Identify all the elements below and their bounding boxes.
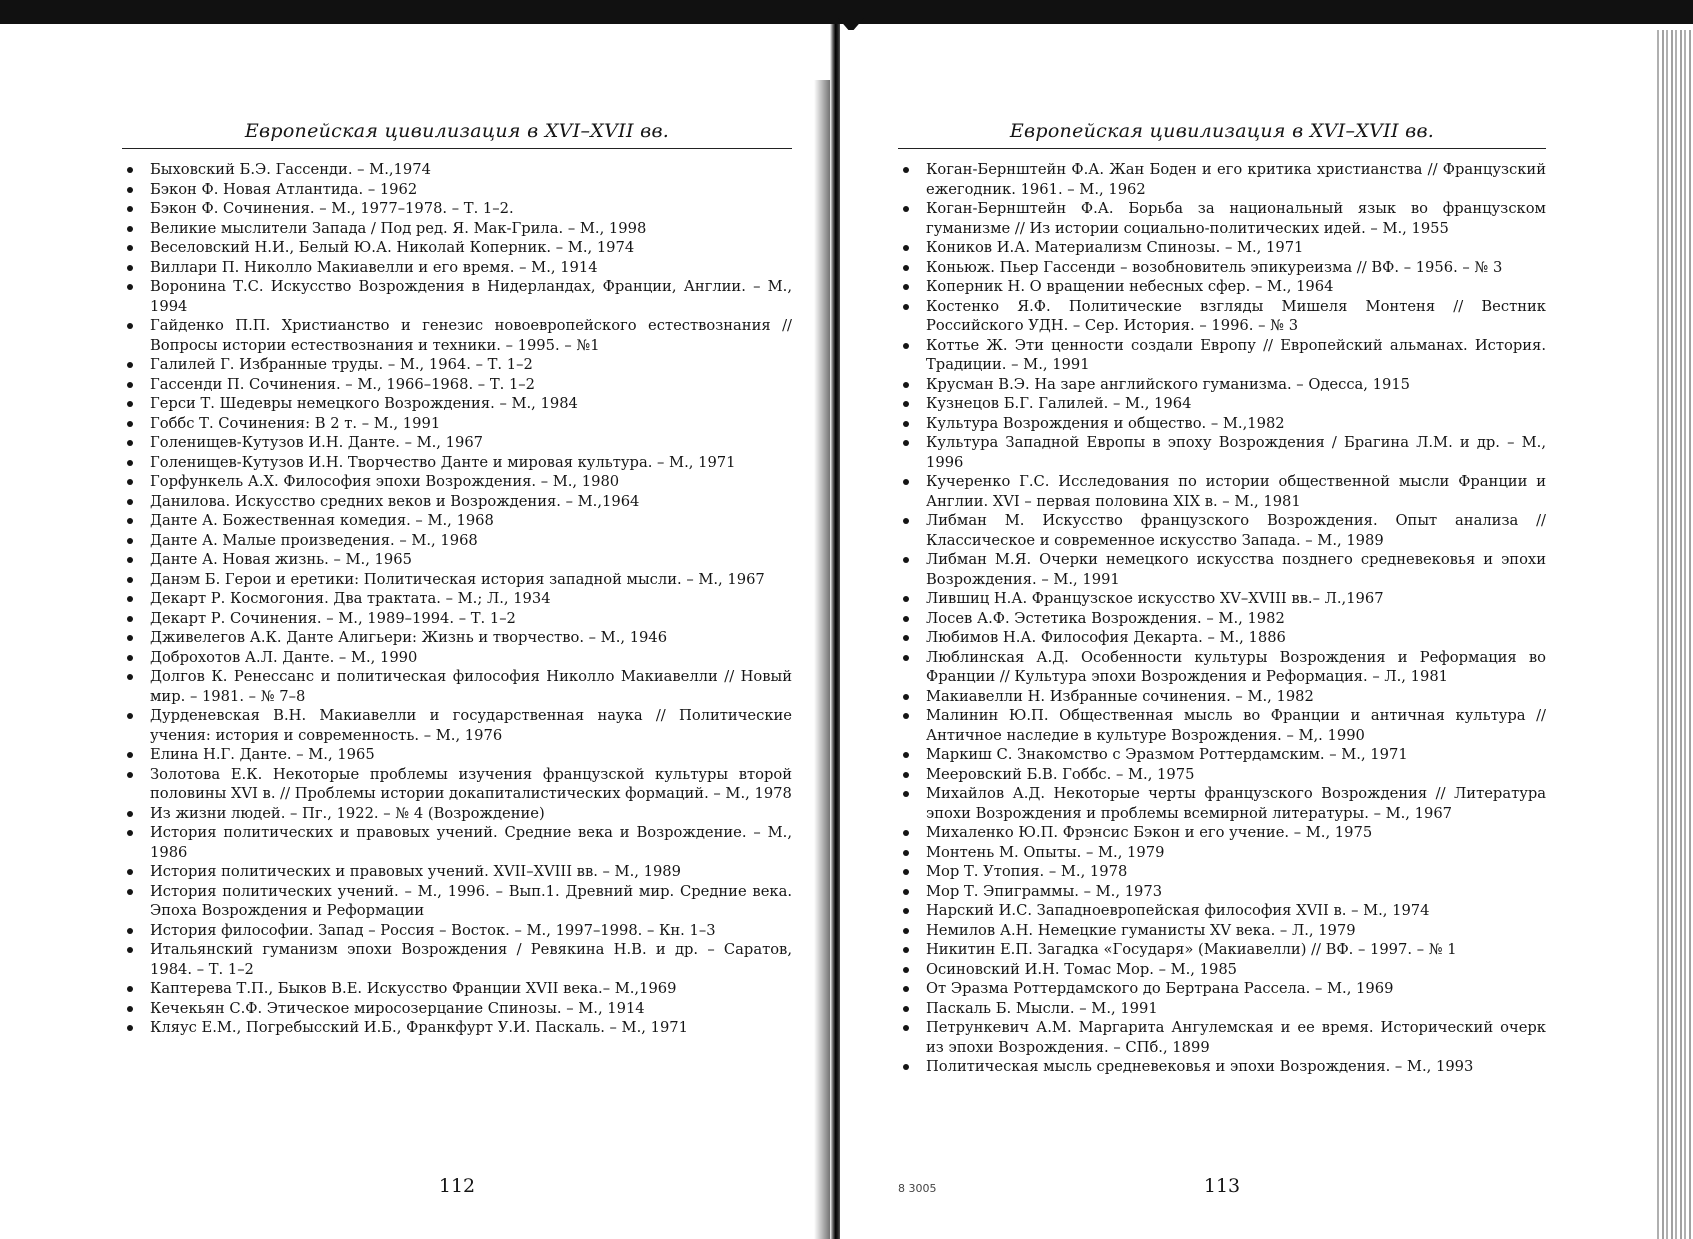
bullet-icon	[903, 421, 909, 427]
bibliography-entry	[898, 843, 1546, 863]
bibliography-entry	[898, 1018, 1546, 1057]
entry-text: Данэм Б. Герои и еретики: Политическая история западной мысли. – М., 1967	[150, 570, 765, 588]
entry-text: Маркиш С. Знакомство с Эразмом Роттердамским. – М., 1971	[926, 746, 1408, 763]
bullet-icon	[903, 557, 909, 563]
entry-text: Коников И.А. Материализм Спинозы. – М., 1971	[926, 239, 1304, 256]
bullet-icon	[903, 616, 909, 622]
entry-text: Голенищев-Кутузов И.Н. Творчество Данте и мировая культура. – М., 1971	[150, 453, 736, 471]
bullet-icon	[903, 596, 909, 602]
bullet-icon	[127, 226, 133, 232]
bullet-icon	[903, 889, 909, 895]
bibliography-entry	[898, 258, 1546, 278]
bibliography-entry	[122, 219, 792, 239]
entry-text: Петрункевич А.М. Маргарита Ангулемская и ее время. Исторический очерк из эпохи Возрождения. – СПб., 1899	[926, 1019, 1546, 1056]
bibliography-entry	[898, 648, 1546, 687]
bullet-icon	[127, 499, 133, 505]
bibliography-entry	[122, 706, 792, 745]
bullet-icon	[127, 577, 133, 583]
bibliography-entry	[898, 745, 1546, 765]
entry-text: Данте А. Божественная комедия. – М., 1968	[150, 512, 494, 529]
entry-text: Гассенди П. Сочинения. – М., 1966–1968. – Т. 1–2	[150, 375, 535, 393]
bullet-icon	[903, 694, 909, 700]
entry-text: Костенко Я.Ф. Политические взгляды Мишеля Монтеня // Вестник Российского УДН. – Сер. История. – 1996. – № 3	[926, 297, 1546, 334]
entry-text: История политических и правовых учений. XVII–XVIII вв. – М., 1989	[150, 863, 681, 880]
bibliography-entry	[122, 823, 792, 862]
bullet-icon	[903, 772, 909, 778]
bullet-icon	[903, 1064, 909, 1070]
entry-text: Декарт Р. Космогония. Два трактата. – М.; Л., 1934	[150, 590, 551, 607]
bullet-icon	[903, 284, 909, 290]
entry-text: Люблинская А.Д. Особенности культуры Возрождения и Реформация во Франции // Культура эпохи Возрождения и Реформация. – Л., 1981	[926, 648, 1546, 685]
entry-text: От Эразма Роттердамского до Бертрана Рассела. – М., 1969	[926, 980, 1394, 997]
entry-text: Кучеренко Г.С. Исследования по истории общественной мысли Франции и Англии. XVI – первая половина XIX в. – М., 1981	[926, 473, 1546, 510]
bullet-icon	[127, 206, 133, 212]
entry-text: История политических учений. – М., 1996. – Вып.1. Древний мир. Средние века. Эпоха Возрождения и Реформации	[150, 882, 792, 919]
entry-text: Коган-Бернштейн Ф.А. Жан Боден и его критика христианства // Французский ежегодник. 1961. – М., 1962	[926, 161, 1546, 198]
bibliography-entry	[898, 999, 1546, 1019]
bullet-icon	[903, 635, 909, 641]
entry-text: Каптерева Т.П., Быков В.Е. Искусство Франции XVII века.– М.,1969	[150, 980, 677, 997]
bullet-icon	[903, 908, 909, 914]
entry-text: Виллари П. Николло Макиавелли и его время. – М., 1914	[150, 258, 598, 276]
bullet-icon	[903, 850, 909, 856]
entry-text: Итальянский гуманизм эпохи Возрождения / Ревякина Н.В. и др. – Саратов, 1984. – Т. 1–2	[150, 941, 792, 978]
bibliography-entry	[122, 979, 792, 999]
book-gutter-shadow	[814, 80, 830, 1239]
bibliography-entry	[898, 394, 1546, 414]
right-page	[898, 0, 1546, 1239]
bullet-icon	[127, 479, 133, 485]
bullet-icon	[903, 752, 909, 758]
entry-text: Данилова. Искусство средних веков и Возрождения. – М.,1964	[150, 492, 640, 510]
bibliography-entry	[898, 511, 1546, 550]
bibliography-entry	[122, 355, 792, 375]
bibliography-entry	[122, 921, 792, 941]
page-edge-stack	[1655, 30, 1693, 1239]
bullet-icon	[127, 713, 133, 719]
bullet-icon	[127, 616, 133, 622]
entry-text: Доброхотов А.Л. Данте. – М., 1990	[150, 648, 418, 666]
entry-text: Коперник Н. О вращении небесных сфер. – М., 1964	[926, 278, 1334, 295]
bibliography-entry	[122, 414, 792, 434]
bibliography-entry	[898, 901, 1546, 921]
bullet-icon	[127, 674, 133, 680]
bibliography-entry	[122, 804, 792, 824]
bullet-icon	[903, 967, 909, 973]
bullet-icon	[127, 421, 133, 427]
bullet-icon	[127, 986, 133, 992]
bibliography-entry	[122, 258, 792, 278]
entry-text: Коньюж. Пьер Гассенди – возобновитель эпикуреизма // ВФ. – 1956. – № 3	[926, 258, 1503, 276]
entry-text: Культура Возрождения и общество. – М.,1982	[926, 414, 1285, 432]
bullet-icon	[903, 401, 909, 407]
entry-text: Горфункель А.Х. Философия эпохи Возрождения. – М., 1980	[150, 473, 620, 490]
bullet-icon	[127, 635, 133, 641]
bullet-icon	[903, 986, 909, 992]
bibliography-entry	[898, 921, 1546, 941]
bullet-icon	[127, 284, 133, 290]
bullet-icon	[903, 869, 909, 875]
entry-text: Макиавелли Н. Избранные сочинения. – М., 1982	[926, 687, 1314, 705]
bibliography-entry	[122, 648, 792, 668]
entry-text: Галилей Г. Избранные труды. – М., 1964. – Т. 1–2	[150, 356, 533, 373]
entry-text: Крусман В.Э. На заре английского гуманизма. – Одесса, 1915	[926, 375, 1411, 393]
entry-text: Голенищев-Кутузов И.Н. Данте. – М., 1967	[150, 434, 484, 451]
entry-text: Декарт Р. Сочинения. – М., 1989–1994. – Т. 1–2	[150, 609, 516, 627]
printer-imprint: 8 3005	[898, 1182, 937, 1195]
bibliography-entry	[898, 706, 1546, 745]
entry-text: Долгов К. Ренессанс и политическая философия Николло Макиавелли // Новый мир. – 1981. – № 7–8	[150, 668, 792, 705]
entry-text: Никитин Е.П. Загадка «Государя» (Макиавелли) // ВФ. – 1997. – № 1	[926, 941, 1457, 958]
bibliography-entry	[122, 277, 792, 316]
entry-text: Веселовский Н.И., Белый Ю.А. Николай Коперник. – М., 1974	[150, 239, 635, 256]
entry-text: Бэкон Ф. Новая Атлантида. – 1962	[150, 180, 418, 198]
bullet-icon	[127, 265, 133, 271]
bullet-icon	[127, 440, 133, 446]
bibliography-entry	[122, 180, 792, 200]
bullet-icon	[127, 557, 133, 563]
bullet-icon	[127, 1006, 133, 1012]
entry-text: Гоббс Т. Сочинения: В 2 т. – М., 1991	[150, 414, 441, 432]
bullet-icon	[127, 362, 133, 368]
bullet-icon	[127, 889, 133, 895]
bullet-icon	[127, 772, 133, 778]
entry-text: История политических и правовых учений. Средние века и Возрождение. – М., 1986	[150, 824, 792, 861]
page-number: 113	[1203, 1175, 1241, 1197]
page-number: 112	[438, 1175, 476, 1197]
entry-text: Кузнецов Б.Г. Галилей. – М., 1964	[926, 395, 1192, 412]
entry-text: Из жизни людей. – Пг., 1922. – № 4 (Возрождение)	[150, 804, 545, 822]
entry-text: Михайлов А.Д. Некоторые черты французского Возрождения // Литература эпохи Возрождения и проблемы всемирной литературы. – М., 1967	[926, 785, 1546, 822]
entry-text: Гайденко П.П. Христианство и генезис новоевропейского естествознания // Вопросы истории естествознания и техники. – 1995. – №1	[150, 317, 792, 354]
entry-text: Дживелегов А.К. Данте Алигьери: Жизнь и творчество. – М., 1946	[150, 629, 668, 646]
entry-text: Лосев А.Ф. Эстетика Возрождения. – М., 1982	[926, 609, 1285, 627]
bullet-icon	[903, 791, 909, 797]
bibliography-entry	[898, 1057, 1546, 1077]
entry-text: История философии. Запад – Россия – Восток. – М., 1997–1998. – Кн. 1–3	[150, 921, 716, 939]
bibliography-entry	[898, 277, 1546, 297]
entry-text: Мор Т. Эпиграммы. – М., 1973	[926, 882, 1163, 900]
bibliography-entry	[122, 940, 792, 979]
entry-text: Малинин Ю.П. Общественная мысль во Франции и античная культура // Античное наследие в культуре Возрождения. – М,. 1990	[926, 707, 1546, 744]
bibliography-entry	[122, 160, 792, 180]
bullet-icon	[127, 518, 133, 524]
bibliography-entry	[898, 882, 1546, 902]
bullet-icon	[903, 440, 909, 446]
bullet-icon	[903, 343, 909, 349]
bibliography-entry	[122, 472, 792, 492]
bibliography-entry	[122, 550, 792, 570]
bibliography-entry	[898, 238, 1546, 258]
header-rule	[122, 148, 792, 149]
bibliography-list	[898, 160, 1546, 1077]
bullet-icon	[127, 811, 133, 817]
bibliography-entry	[898, 414, 1546, 434]
entry-text: Михаленко Ю.П. Фрэнсис Бэкон и его учение. – М., 1975	[926, 824, 1373, 841]
entry-text: Немилов А.Н. Немецкие гуманисты XV века. – Л., 1979	[926, 921, 1356, 939]
entry-text: Паскаль Б. Мысли. – М., 1991	[926, 999, 1158, 1017]
entry-text: Либман М. Искусство французского Возрождения. Опыт анализа // Классическое и современное искусство Запада. – М., 1989	[926, 512, 1546, 549]
bibliography-entry	[898, 472, 1546, 511]
bibliography-entry	[122, 316, 792, 355]
bibliography-entry	[122, 589, 792, 609]
entry-text: Либман М.Я. Очерки немецкого искусства позднего средневековья и эпохи Возрождения. – М., 1991	[926, 551, 1546, 588]
bibliography-entry	[122, 375, 792, 395]
header-rule	[898, 148, 1546, 149]
bullet-icon	[903, 167, 909, 173]
entry-text: Осиновский И.Н. Томас Мор. – М., 1985	[926, 960, 1238, 978]
bullet-icon	[127, 869, 133, 875]
bullet-icon	[127, 830, 133, 836]
bullet-icon	[127, 928, 133, 934]
entry-text: Лившиц Н.А. Французское искусство XV–XVIII вв.– Л.,1967	[926, 590, 1384, 607]
entry-text: Великие мыслители Запада / Под ред. Я. Мак-Грила. – М., 1998	[150, 219, 647, 237]
bibliography-entry	[898, 784, 1546, 823]
entry-text: Быховский Б.Э. Гассенди. – М.,1974	[150, 161, 431, 178]
bibliography-entry	[122, 199, 792, 219]
bibliography-entry	[898, 687, 1546, 707]
bibliography-entry	[122, 531, 792, 551]
bibliography-entry	[898, 297, 1546, 336]
bibliography-entry	[898, 199, 1546, 238]
left-page	[122, 0, 792, 1239]
bullet-icon	[127, 382, 133, 388]
entry-text: Любимов Н.А. Философия Декарта. – М., 1886	[926, 629, 1286, 646]
bullet-icon	[903, 1025, 909, 1031]
bullet-icon	[127, 1025, 133, 1031]
bullet-icon	[903, 830, 909, 836]
bibliography-entry	[122, 394, 792, 414]
bibliography-entry	[898, 433, 1546, 472]
entry-text: Мееровский Б.В. Гоббс. – М., 1975	[926, 765, 1195, 783]
bullet-icon	[903, 518, 909, 524]
bullet-icon	[127, 401, 133, 407]
running-head: Европейская цивилизация в XVI–XVII вв.	[244, 120, 670, 142]
bibliography-entry	[898, 765, 1546, 785]
bibliography-entry	[122, 433, 792, 453]
bibliography-entry	[122, 609, 792, 629]
bibliography-entry	[122, 862, 792, 882]
bullet-icon	[903, 245, 909, 251]
bibliography-entry	[898, 589, 1546, 609]
bullet-icon	[127, 245, 133, 251]
entry-text: Нарский И.С. Западноевропейская философия XVII в. – М., 1974	[926, 902, 1430, 919]
entry-text: Кечекьян С.Ф. Этическое миросозерцание Спинозы. – М., 1914	[150, 999, 645, 1017]
entry-text: Дурденевская В.Н. Макиавелли и государственная наука // Политические учения: история и современность. – М., 1976	[150, 707, 792, 744]
running-head: Европейская цивилизация в XVI–XVII вв.	[1009, 120, 1435, 142]
bullet-icon	[127, 752, 133, 758]
bullet-icon	[903, 1006, 909, 1012]
bullet-icon	[903, 713, 909, 719]
bibliography-entry	[898, 550, 1546, 589]
bibliography-entry	[898, 979, 1546, 999]
bullet-icon	[127, 460, 133, 466]
bullet-icon	[127, 596, 133, 602]
bullet-icon	[903, 928, 909, 934]
bullet-icon	[127, 187, 133, 193]
entry-text: Данте А. Новая жизнь. – М., 1965	[150, 551, 412, 568]
bibliography-entry	[122, 453, 792, 473]
entry-text: Бэкон Ф. Сочинения. – М., 1977–1978. – Т. 1–2.	[150, 200, 514, 217]
entry-text: Культура Западной Европы в эпоху Возрождения / Брагина Л.М. и др. – М., 1996	[926, 434, 1546, 471]
bibliography-entry	[122, 511, 792, 531]
bibliography-entry	[122, 882, 792, 921]
entry-text: Кляус Е.М., Погребысский И.Б., Франкфурт У.И. Паскаль. – М., 1971	[150, 1019, 688, 1036]
scan-top-notch	[838, 18, 864, 30]
entry-text: Герси Т. Шедевры немецкого Возрождения. – М., 1984	[150, 395, 578, 412]
bibliography-entry	[122, 570, 792, 590]
bullet-icon	[903, 382, 909, 388]
bullet-icon	[903, 947, 909, 953]
entry-text: Коттье Ж. Эти ценности создали Европу // Европейский альманах. История. Традиции. – М., 1991	[926, 336, 1546, 373]
book-spine	[830, 24, 840, 1239]
bibliography-entry	[122, 745, 792, 765]
bibliography-entry	[122, 1018, 792, 1038]
entry-text: Политическая мысль средневековья и эпохи Возрождения. – М., 1993	[926, 1058, 1474, 1075]
bibliography-entry	[122, 765, 792, 804]
entry-text: Елина Н.Г. Данте. – М., 1965	[150, 746, 375, 763]
bibliography-entry	[898, 628, 1546, 648]
bullet-icon	[127, 655, 133, 661]
bibliography-entry	[122, 999, 792, 1019]
bibliography-entry	[898, 940, 1546, 960]
bibliography-entry	[898, 375, 1546, 395]
bullet-icon	[127, 323, 133, 329]
bullet-icon	[903, 304, 909, 310]
bibliography-entry	[122, 238, 792, 258]
bullet-icon	[127, 167, 133, 173]
entry-text: Коган-Бернштейн Ф.А. Борьба за национальный язык во французском гуманизме // Из истории социально-политических идей. – М., 1955	[926, 200, 1546, 237]
bullet-icon	[903, 206, 909, 212]
entry-text: Мор Т. Утопия. – М., 1978	[926, 863, 1128, 880]
bullet-icon	[903, 479, 909, 485]
entry-text: Воронина Т.С. Искусство Возрождения в Нидерландах, Франции, Англии. – М., 1994	[150, 278, 792, 315]
bibliography-entry	[122, 667, 792, 706]
bibliography-list	[122, 160, 792, 1038]
bibliography-entry	[898, 960, 1546, 980]
bullet-icon	[903, 265, 909, 271]
entry-text: Данте А. Малые произведения. – М., 1968	[150, 531, 478, 549]
bibliography-entry	[122, 628, 792, 648]
bibliography-entry	[898, 823, 1546, 843]
bullet-icon	[903, 655, 909, 661]
entry-text: Золотова Е.К. Некоторые проблемы изучения французской культуры второй половины XVI в. // Проблемы истории докапиталистических формаций. – М., 1978	[150, 765, 792, 802]
bibliography-entry	[898, 336, 1546, 375]
entry-text: Монтень М. Опыты. – М., 1979	[926, 843, 1165, 861]
bullet-icon	[127, 538, 133, 544]
bullet-icon	[127, 947, 133, 953]
bibliography-entry	[898, 160, 1546, 199]
bibliography-entry	[898, 862, 1546, 882]
bibliography-entry	[898, 609, 1546, 629]
bibliography-entry	[122, 492, 792, 512]
